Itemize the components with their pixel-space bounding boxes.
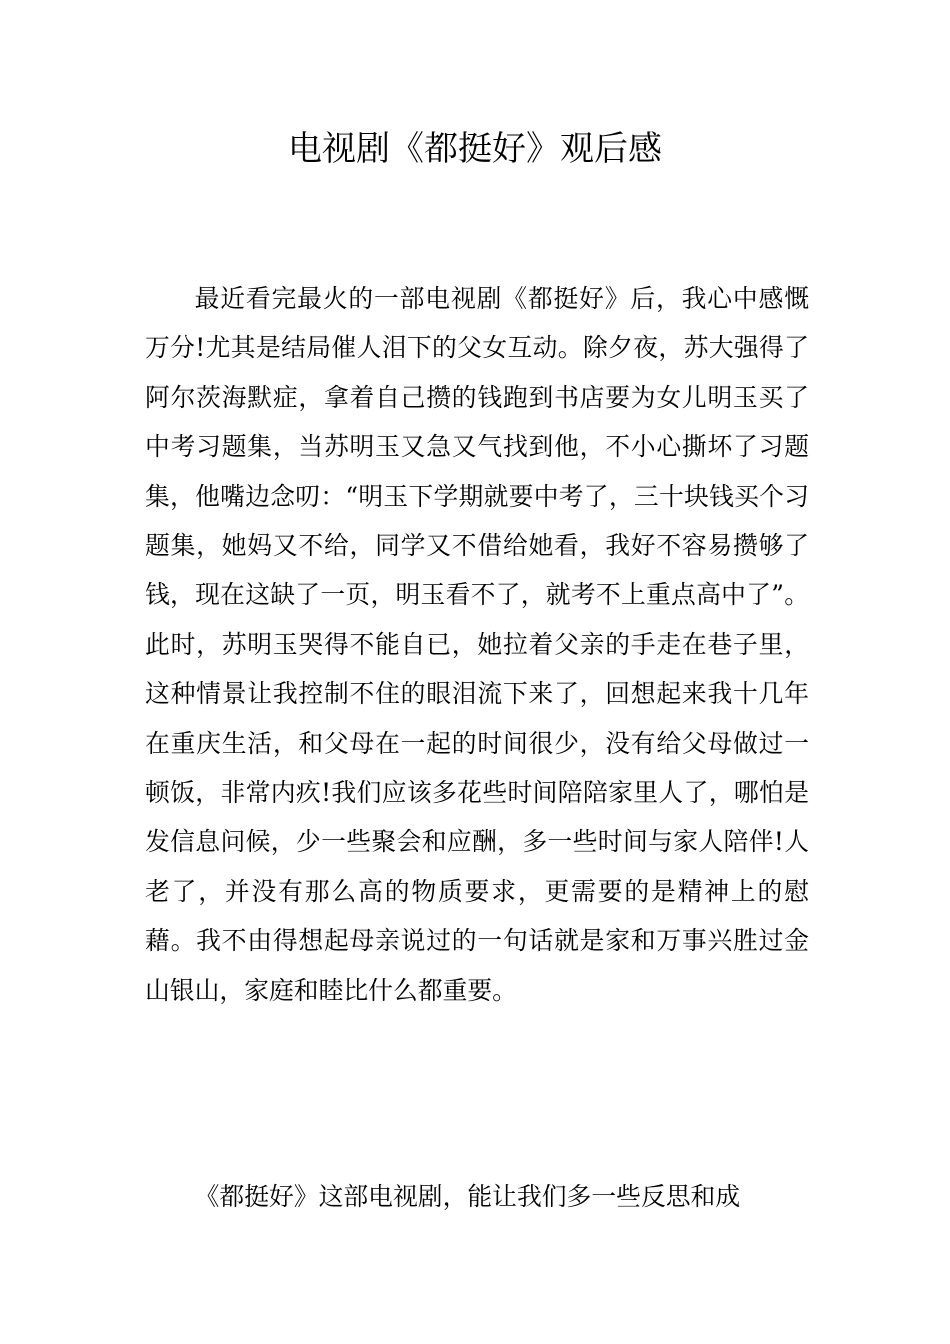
paragraph-2: 《都挺好》这部电视剧，能让我们多一些反思和成 bbox=[194, 1182, 741, 1211]
document-title: 电视剧《都挺好》观后感 bbox=[288, 129, 662, 169]
paragraph-1: 最近看完最火的一部电视剧《都挺好》后，我心中感慨万分!尤其是结局催人泪下的父女互动。除夕夜，苏大强得了阿尔茨海默症，拿着自己攒的钱跑到书店要为女儿明玉买了中考习题集，当苏明玉又急又气找到他，不小心撕坏了习题集，他嘴边念叨：“明玉下学期就要中考了，三十块钱买个习题集，她妈又不给，同学又不借给她看，我好不容易攒够了钱，现在这缺了一页，明玉看不了，就考不上重点高中了”。此时，苏明玉哭得不能自已，她拉着父亲的手走在巷子里，这种情景让我控制不住的眼泪流下来了，回想起来我十几年在重庆生活，和父母在一起的时间很少，没有给父母做过一顿饭，非常内疚!我们应该多花些时间陪陪家里人了，哪怕是发信息问候，少一些聚会和应酬，多一些时间与家人陪伴!人老了，并没有那么高的物质要求，更需要的是精神上的慰藉。我不由得想起母亲说过的一句话就是家和万事兴胜过金山银山，家庭和睦比什么都重要。 bbox=[145, 284, 809, 1005]
